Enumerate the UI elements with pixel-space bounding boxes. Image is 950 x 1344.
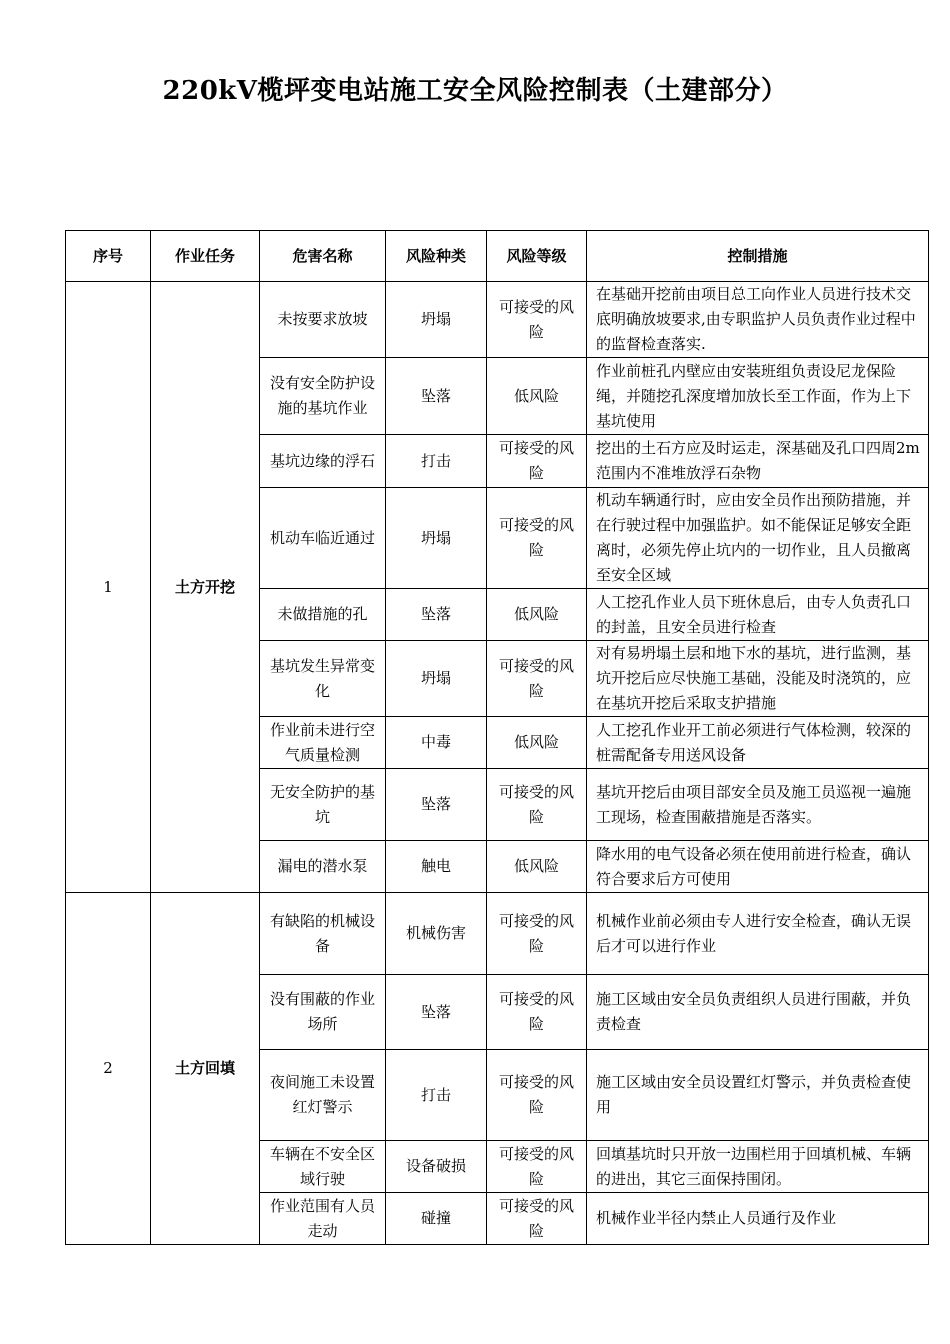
risk-type: 坍塌 — [386, 282, 487, 358]
risk-type: 机械伤害 — [386, 893, 487, 975]
hazard-name: 基坑边缘的浮石 — [260, 435, 386, 488]
control-measure: 回填基坑时只开放一边围栏用于回填机械、车辆的进出，其它三面保持围闭。 — [587, 1141, 929, 1193]
risk-level: 可接受的风险 — [487, 893, 587, 975]
task-name: 土方回填 — [151, 893, 260, 1245]
risk-type: 碰撞 — [386, 1193, 487, 1245]
hazard-name: 未做措施的孔 — [260, 589, 386, 641]
risk-level: 可接受的风险 — [487, 435, 587, 488]
header-task: 作业任务 — [151, 231, 260, 282]
risk-level: 可接受的风险 — [487, 282, 587, 358]
table-header-row — [66, 231, 929, 282]
risk-level: 可接受的风险 — [487, 1141, 587, 1193]
risk-type: 坍塌 — [386, 641, 487, 717]
risk-type: 坠落 — [386, 769, 487, 841]
table-row — [66, 282, 929, 358]
header-risk-level: 风险等级 — [487, 231, 587, 282]
control-measure: 作业前桩孔内壁应由安装班组负责设尼龙保险绳，并随挖孔深度增加放长至工作面，作为上下基坑使用 — [587, 358, 929, 435]
risk-level: 低风险 — [487, 589, 587, 641]
hazard-name: 机动车临近通过 — [260, 488, 386, 589]
hazard-name: 作业前未进行空气质量检测 — [260, 717, 386, 769]
risk-level: 可接受的风险 — [487, 1193, 587, 1245]
risk-type: 中毒 — [386, 717, 487, 769]
control-measure: 基坑开挖后由项目部安全员及施工员巡视一遍施工现场，检查围蔽措施是否落实。 — [587, 769, 929, 841]
risk-level: 可接受的风险 — [487, 1050, 587, 1141]
risk-level: 可接受的风险 — [487, 975, 587, 1050]
hazard-name: 没有安全防护设施的基坑作业 — [260, 358, 386, 435]
risk-type: 坠落 — [386, 589, 487, 641]
page-title: 220kV榄坪变电站施工安全风险控制表（土建部分） — [162, 76, 788, 106]
risk-level: 可接受的风险 — [487, 488, 587, 589]
header-no: 序号 — [66, 231, 151, 282]
table-row — [66, 893, 929, 975]
header-hazard: 危害名称 — [260, 231, 386, 282]
risk-type: 坠落 — [386, 975, 487, 1050]
hazard-name: 夜间施工未设置红灯警示 — [260, 1050, 386, 1141]
control-measure: 机械作业前必须由专人进行安全检查，确认无误后才可以进行作业 — [587, 893, 929, 975]
risk-control-table — [65, 230, 929, 1245]
task-name: 土方开挖 — [151, 282, 260, 893]
hazard-name: 基坑发生异常变化 — [260, 641, 386, 717]
hazard-name: 车辆在不安全区域行驶 — [260, 1141, 386, 1193]
control-measure: 机械作业半径内禁止人员通行及作业 — [587, 1193, 929, 1245]
hazard-name: 作业范围有人员走动 — [260, 1193, 386, 1245]
control-measure: 施工区域由安全员负责组织人员进行围蔽，并负责检查 — [587, 975, 929, 1050]
risk-level: 可接受的风险 — [487, 641, 587, 717]
control-measure: 人工挖孔作业开工前必须进行气体检测，较深的桩需配备专用送风设备 — [587, 717, 929, 769]
risk-type: 触电 — [386, 841, 487, 893]
control-measure: 机动车辆通行时，应由安全员作出预防措施，并在行驶过程中加强监护。如不能保证足够安全距离时，必须先停止坑内的一切作业，且人员撤离至安全区域 — [587, 488, 929, 589]
risk-type: 坍塌 — [386, 488, 487, 589]
row-number: 2 — [66, 893, 151, 1245]
risk-type: 打击 — [386, 1050, 487, 1141]
control-measure: 对有易坍塌土层和地下水的基坑，进行监测，基坑开挖后应尽快施工基础，没能及时浇筑的，应在基坑开挖后采取支护措施 — [587, 641, 929, 717]
risk-level: 低风险 — [487, 358, 587, 435]
table-body — [66, 282, 929, 1245]
hazard-name: 无安全防护的基坑 — [260, 769, 386, 841]
header-risk-type: 风险种类 — [386, 231, 487, 282]
control-measure: 施工区域由安全员设置红灯警示，并负责检查使用 — [587, 1050, 929, 1141]
control-measure: 降水用的电气设备必须在使用前进行检查，确认符合要求后方可使用 — [587, 841, 929, 893]
header-measure: 控制措施 — [587, 231, 929, 282]
risk-level: 低风险 — [487, 717, 587, 769]
row-number: 1 — [66, 282, 151, 893]
risk-type: 打击 — [386, 435, 487, 488]
control-measure: 挖出的土石方应及时运走，深基础及孔口四周2m范围内不准堆放浮石杂物 — [587, 435, 929, 488]
hazard-name: 漏电的潜水泵 — [260, 841, 386, 893]
risk-level: 低风险 — [487, 841, 587, 893]
hazard-name: 未按要求放坡 — [260, 282, 386, 358]
risk-level: 可接受的风险 — [487, 769, 587, 841]
risk-type: 设备破损 — [386, 1141, 487, 1193]
hazard-name: 有缺陷的机械设备 — [260, 893, 386, 975]
risk-type: 坠落 — [386, 358, 487, 435]
hazard-name: 没有围蔽的作业场所 — [260, 975, 386, 1050]
control-measure: 在基础开挖前由项目总工向作业人员进行技术交底明确放坡要求,由专职监护人员负责作业过程中的监督检查落实. — [587, 282, 929, 358]
control-measure: 人工挖孔作业人员下班休息后，由专人负责孔口的封盖，且安全员进行检查 — [587, 589, 929, 641]
